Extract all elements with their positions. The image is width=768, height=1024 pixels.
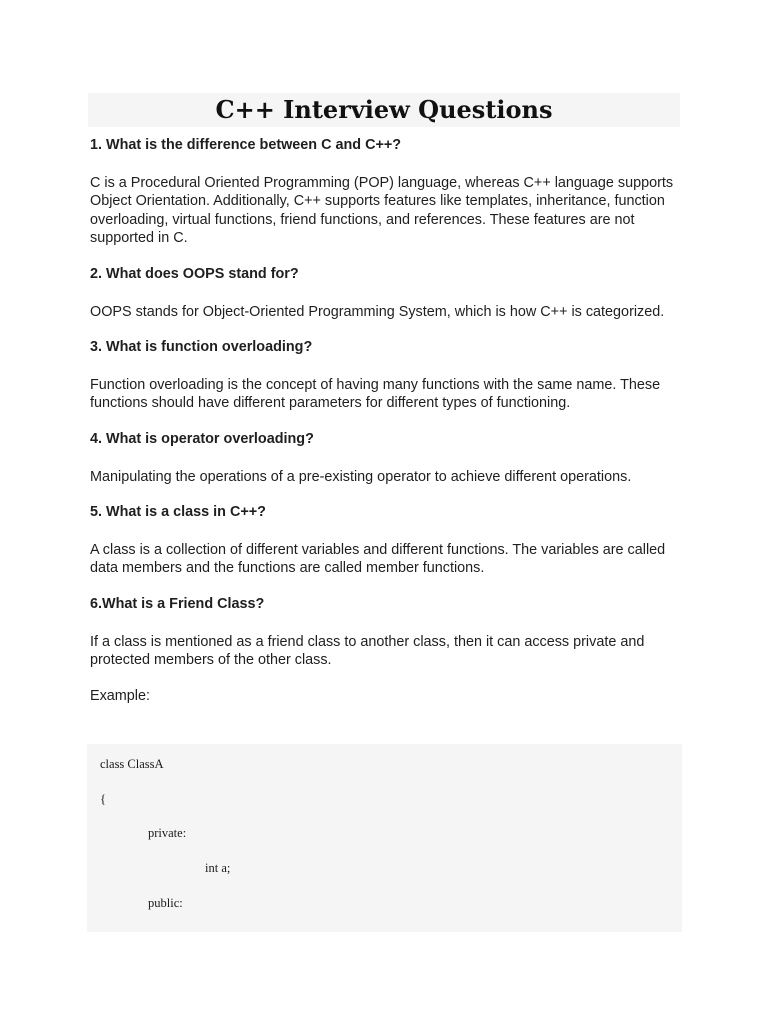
code-line-private: private:: [148, 826, 187, 840]
answer-5: A class is a collection of different variables and different functions. The variables are called data members and the functions are called member functions.: [90, 541, 666, 577]
qa-content: [90, 136, 680, 705]
code-line-public: public:: [148, 896, 183, 910]
question-2: 2. What does OOPS stand for?: [90, 265, 299, 282]
question-6: 6.What is a Friend Class?: [90, 595, 265, 612]
question-1: 1. What is the difference between C and C++?: [90, 137, 402, 153]
question-3: 3. What is function overloading?: [90, 339, 313, 356]
answer-6: If a class is mentioned as a friend class to another class, then it can access private and protected members of the other class.: [90, 633, 645, 669]
answer-4: Manipulating the operations of a pre-existing operator to achieve different operations.: [90, 468, 632, 485]
question-4: 4. What is operator overloading?: [90, 430, 314, 447]
question-5: 5. What is a class in C++?: [90, 504, 266, 521]
code-line-class: class ClassA: [100, 757, 164, 771]
answer-1: C is a Procedural Oriented Programming (POP) language, whereas C++ language supports Object Orientation. Additionally, C++ supports features like templates, inheritance, function overloading, virtual functions, friend functions, and references. These features are not supported in C.: [90, 174, 674, 247]
code-example: [87, 744, 682, 932]
answer-2: OOPS stands for Object-Oriented Programming System, which is how C++ is categorized.: [90, 303, 665, 320]
answer-3: Function overloading is the concept of having many functions with the same name. These functions should have different parameters for different types of functioning.: [90, 376, 661, 412]
code-line-open-brace: {: [100, 792, 106, 806]
title-band: [88, 93, 680, 127]
code-line-int: int a;: [205, 861, 231, 875]
page-title: C++ Interview Questions: [215, 95, 553, 124]
example-label: Example:: [90, 687, 150, 704]
